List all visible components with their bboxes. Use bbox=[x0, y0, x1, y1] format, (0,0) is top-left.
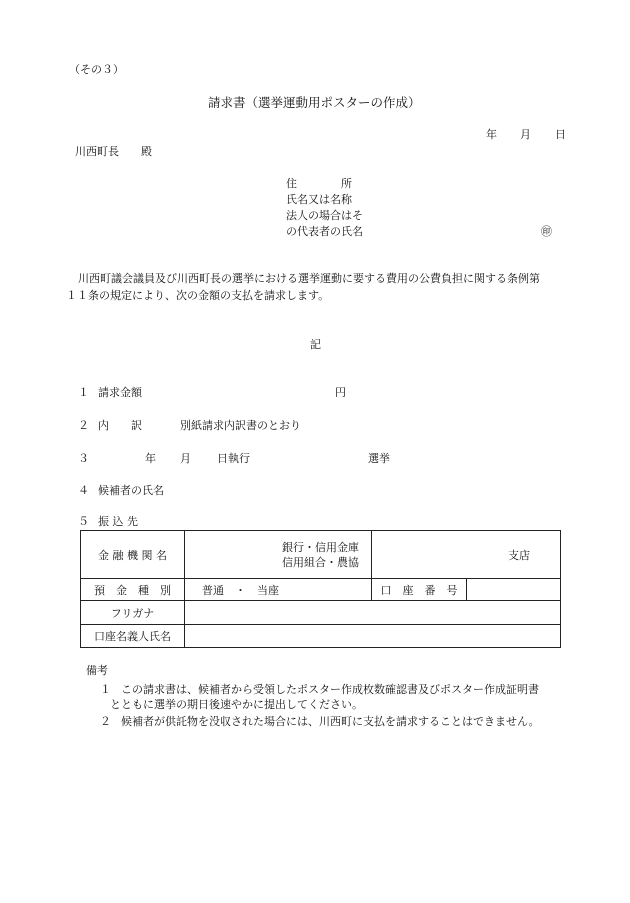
note-1-line1: この請求書は、候補者から受領したポスター作成枚数確認書及びポスター作成証明書 bbox=[121, 683, 539, 696]
corp-rep-label-line2: の代表者の氏名 bbox=[286, 225, 363, 238]
item-5-label: 振 込 先 bbox=[98, 515, 138, 528]
date-year: 年 bbox=[486, 128, 497, 141]
body-text-line2: １１条の規定により、次の金額の支払を請求します。 bbox=[66, 289, 330, 302]
item-5-number: ５ bbox=[78, 515, 89, 528]
branch-field[interactable] bbox=[372, 531, 561, 579]
addressee: 川西町長 殿 bbox=[75, 145, 152, 158]
item-3-number: ３ bbox=[78, 452, 89, 465]
deposit-row bbox=[81, 579, 561, 601]
ki-heading: 記 bbox=[310, 338, 321, 351]
furigana-field[interactable] bbox=[185, 601, 561, 625]
item-4-number: ４ bbox=[78, 484, 89, 497]
address-label: 住 所 bbox=[286, 177, 352, 190]
notes-heading: 備考 bbox=[86, 664, 108, 677]
deposit-type-label: 預 金 種 別 bbox=[81, 579, 185, 601]
note-1-line2: とともに選挙の期日後速やかに提出してください。 bbox=[110, 698, 363, 711]
account-holder-label: 口座名義人氏名 bbox=[81, 625, 185, 648]
document-title: 請求書（選挙運動用ポスターの作成） bbox=[208, 95, 421, 110]
account-holder-field[interactable] bbox=[185, 625, 561, 648]
note-2-number: ２ bbox=[100, 715, 111, 728]
note-2-text: 候補者が供託物を没収された場合には、川西町に支払を請求することはできません。 bbox=[121, 715, 540, 728]
account-number-field[interactable] bbox=[467, 579, 561, 601]
body-text-line1: 川西町議会議員及び川西町長の選挙における選挙運動に要する費用の公費負担に関する条例第 bbox=[78, 272, 540, 285]
item-1-label: 請求金額 bbox=[98, 386, 142, 399]
item-3-suffix: 選挙 bbox=[368, 452, 390, 465]
institution-name-field[interactable] bbox=[185, 531, 372, 579]
date-month: 月 bbox=[520, 128, 531, 141]
item-1-unit: 円 bbox=[335, 386, 346, 399]
item-2-label: 内 訳 bbox=[98, 419, 142, 432]
note-1-number: １ bbox=[100, 683, 111, 696]
date-day: 日 bbox=[555, 128, 566, 141]
item-3-month: 月 bbox=[180, 452, 191, 465]
furigana-row bbox=[81, 601, 561, 625]
item-2-value: 別紙請求内訳書のとおり bbox=[180, 419, 301, 432]
bank-types-line1: 銀行・信用金庫 bbox=[282, 540, 359, 554]
seal-mark: ㊞ bbox=[541, 225, 552, 238]
account-number-label: 口 座 番 号 bbox=[372, 579, 467, 601]
branch-label: 支店 bbox=[508, 548, 530, 562]
bank-institution-row bbox=[81, 531, 561, 579]
institution-label: 金 融 機 関 名 bbox=[81, 531, 185, 579]
corp-rep-label-line1: 法人の場合はそ bbox=[286, 209, 363, 222]
bank-transfer-table bbox=[80, 530, 561, 648]
item-3-day-exec: 日執行 bbox=[217, 452, 250, 465]
form-number: （その３） bbox=[69, 63, 124, 76]
bank-types-line2: 信用組合・農協 bbox=[282, 555, 359, 569]
deposit-type-options[interactable]: 普通 ・ 当座 bbox=[185, 579, 372, 601]
item-1-number: １ bbox=[78, 386, 89, 399]
furigana-label: フリガナ bbox=[81, 601, 185, 625]
account-holder-row bbox=[81, 625, 561, 648]
item-2-number: ２ bbox=[78, 419, 89, 432]
name-label: 氏名又は名称 bbox=[286, 193, 352, 206]
item-4-label: 候補者の氏名 bbox=[98, 484, 164, 497]
item-3-year: 年 bbox=[145, 452, 156, 465]
